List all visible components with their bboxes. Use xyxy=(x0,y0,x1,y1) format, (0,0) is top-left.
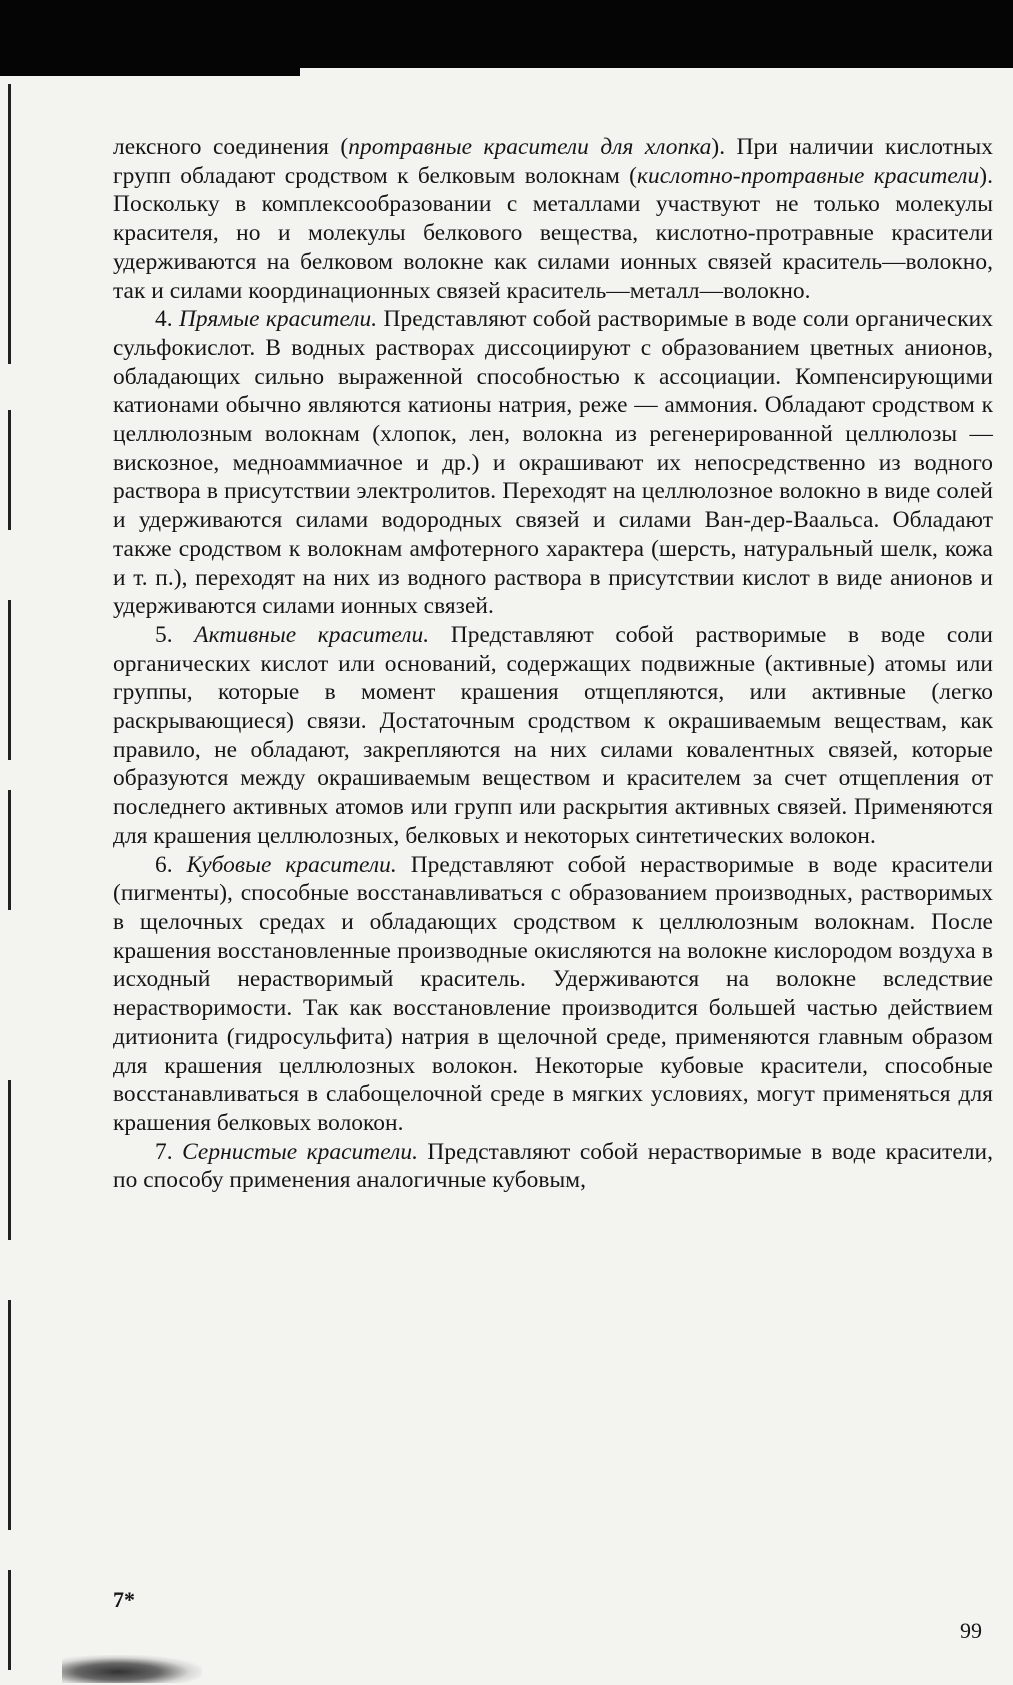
paragraph xyxy=(113,1138,993,1195)
paragraph-text: Представляют собой нерастворимые в воде красители, по способу применения аналогичные кубовым, xyxy=(113,1138,994,1194)
paragraph-text: ). При наличии кислотных групп обладают сродством к белковым волокнам ( xyxy=(113,134,993,189)
dye-class-term: протравные красители для хлопка xyxy=(348,134,712,160)
scan-dark-border xyxy=(0,0,1013,68)
dye-class-term: Активные красители. xyxy=(194,621,430,648)
paragraph-text: 7. xyxy=(155,1138,183,1165)
dye-class-term: Кубовые красители. xyxy=(186,851,397,878)
paragraph-text: ). Поскольку в комплексообразовании с металлами участвуют не только молекулы красителя, но и молекулы белкового вещества, кислотно-протравные красители удерживаются на белковом волокне как силами ионных связей краситель—волокно, так и силами координационных связей краситель—металл—волокно. xyxy=(113,162,993,304)
scan-dark-border-step xyxy=(0,68,300,76)
paragraph-text: лексного соединения ( xyxy=(113,134,349,160)
gutter-line xyxy=(8,1300,11,1530)
paragraph xyxy=(113,851,993,1138)
page-number: 99 xyxy=(960,1618,982,1643)
gutter-line xyxy=(8,1570,11,1670)
dye-class-term: кислотно-протравные красители xyxy=(636,162,980,189)
paragraph xyxy=(113,621,993,851)
paragraph-text: 6. xyxy=(155,851,187,878)
gutter-line xyxy=(8,410,11,530)
dye-class-term: Прямые красители. xyxy=(178,306,378,333)
gutter-line xyxy=(8,1080,11,1240)
scan-smudge xyxy=(62,1655,202,1683)
gutter-line xyxy=(8,84,11,364)
paragraph-text: Представляют собой растворимые в воде соли органических кислот или оснований, содержащих подвижные (активные) атомы или группы, которые в момент крашения отщепляются, или активные (легко раскрывающиеся) связи. Достаточным сродством к окрашиваемым веществам, как правило, не обладают, закрепляются на них силами ковалентных связей, которые образуются между окрашиваемым веществом и красителем за счет отщепления от последнего активных атомов или групп или раскрытия активных связей. Применяются для крашения целлюлозных, белковых и некоторых синтетических волокон. xyxy=(113,621,993,849)
paragraph-text: Представляют собой нерастворимые в воде красители (пигменты), способные восстанавливаться с образованием производных, растворимых в щелочных средах и обладающих сродством к целлюлозным волокнам. После крашения восстановленные производные окисляются на волокне кислородом воздуха в исходный нерастворимый краситель. Удерживаются на волокне вследствие нерастворимости. Так как восстановление производится большей частью действием дитионита (гидросульфита) натрия в щелочной среде, применяются главным образом для крашения целлюлозных волокон. Некоторые кубовые красители, способные восстанавливаться в слабощелочной среде в мягких условиях, могут применяться для крашения белковых волокон. xyxy=(113,851,993,1136)
signature-mark: 7* xyxy=(113,1587,135,1612)
paragraph-text: 4. xyxy=(155,306,179,333)
gutter-line xyxy=(8,600,11,760)
paragraph-text: Представляют собой растворимые в воде соли органических сульфокислот. В водных растворах диссоциируют с образованием цветных анионов, обладающих сильно выраженной способностью к ассоциации. Компенсирующими катионами обычно являются катионы натрия, реже — аммония. Обладают сродством к целлюлозным волокнам (хлопок, лен, волокна из регенерированной целлюлозы — вискозное, медноаммиачное и др.) и окрашивают их непосредственно из водного раствора в присутствии электролитов. Переходят на целлюлозное волокно в виде солей и удерживаются силами водородных связей и силами Ван-дер-Ваальса. Обладают также сродством к волокнам амфотерного характера (шерсть, натуральный шелк, кожа и т. п.), переходят на них из водного раствора в присутствии кислот в виде анионов и удерживаются силами ионных связей. xyxy=(113,306,993,620)
gutter-line xyxy=(8,790,11,910)
page-body-text xyxy=(113,133,993,1195)
paragraph xyxy=(113,133,993,305)
paragraph xyxy=(113,305,993,621)
dye-class-term: Сернистые красители. xyxy=(182,1138,418,1165)
paragraph-text: 5. xyxy=(155,621,195,648)
